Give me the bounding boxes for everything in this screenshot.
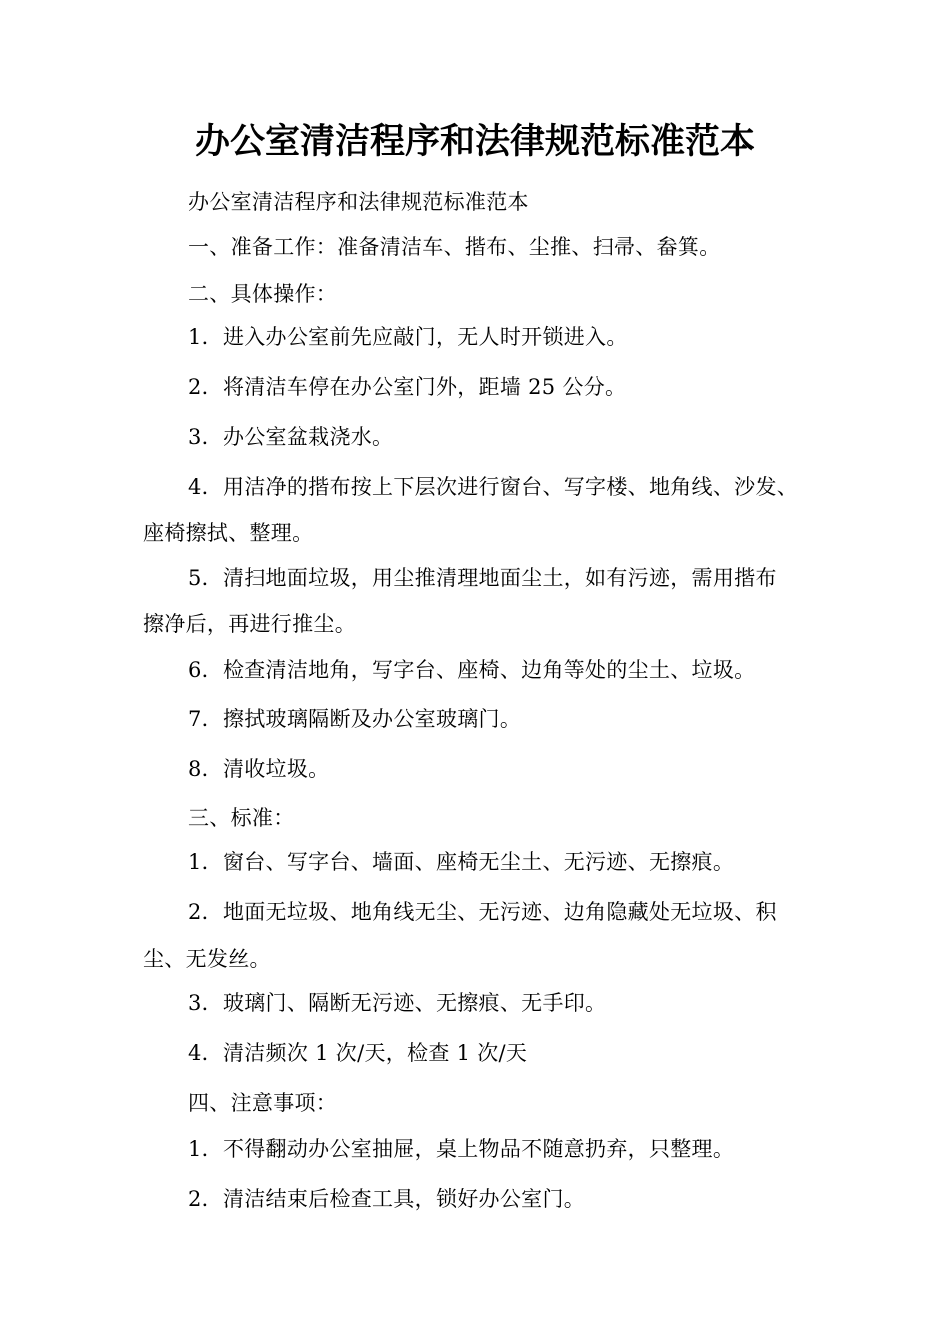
document-title: 办公室清洁程序和法律规范标准范本	[194, 121, 755, 162]
operation-step-5: 5．清扫地面垃圾，用尘推清理地面尘土，如有污迹，需用揩布	[188, 566, 777, 590]
operation-step-8: 8．清收垃圾。	[188, 757, 330, 781]
operation-step-6: 6．检查清洁地角，写字台、座椅、边角等处的尘土、垃圾。	[188, 658, 756, 682]
subtitle-line: 办公室清洁程序和法律规范标准范本	[188, 190, 529, 214]
standard-item-4: 4．清洁频次 1 次/天，检查 1 次/天	[188, 1041, 528, 1065]
standard-item-2-continued: 尘、无发丝。	[143, 947, 271, 971]
operation-step-4: 4．用洁净的揩布按上下层次进行窗台、写字楼、地角线、沙发、	[188, 475, 799, 499]
section-standards-heading: 三、标准：	[188, 806, 295, 830]
operation-step-5-continued: 擦净后，再进行推尘。	[143, 612, 356, 636]
standard-item-1: 1．窗台、写字台、墙面、座椅无尘土、无污迹、无擦痕。	[188, 850, 735, 874]
operation-step-7: 7．擦拭玻璃隔断及办公室玻璃门。	[188, 707, 522, 731]
operation-step-3: 3．办公室盆栽浇水。	[188, 425, 394, 449]
standard-item-2: 2．地面无垃圾、地角线无尘、无污迹、边角隐藏处无垃圾、积	[188, 900, 777, 924]
operation-step-1: 1．进入办公室前先应敲门，无人时开锁进入。	[188, 325, 628, 349]
section-notes-heading: 四、注意事项：	[188, 1091, 338, 1115]
standard-item-3: 3．玻璃门、隔断无污迹、无擦痕、无手印。	[188, 991, 607, 1015]
section-operations-heading: 二、具体操作：	[188, 282, 338, 306]
operation-step-4-continued: 座椅擦拭、整理。	[143, 521, 314, 545]
note-item-2: 2．清洁结束后检查工具，锁好办公室门。	[188, 1187, 586, 1211]
section-preparation: 一、准备工作：准备清洁车、揩布、尘推、扫帚、畚箕。	[188, 235, 721, 259]
operation-step-2: 2．将清洁车停在办公室门外，距墙 25 公分。	[188, 375, 627, 399]
note-item-1: 1．不得翻动办公室抽屉，桌上物品不随意扔弃，只整理。	[188, 1137, 735, 1161]
